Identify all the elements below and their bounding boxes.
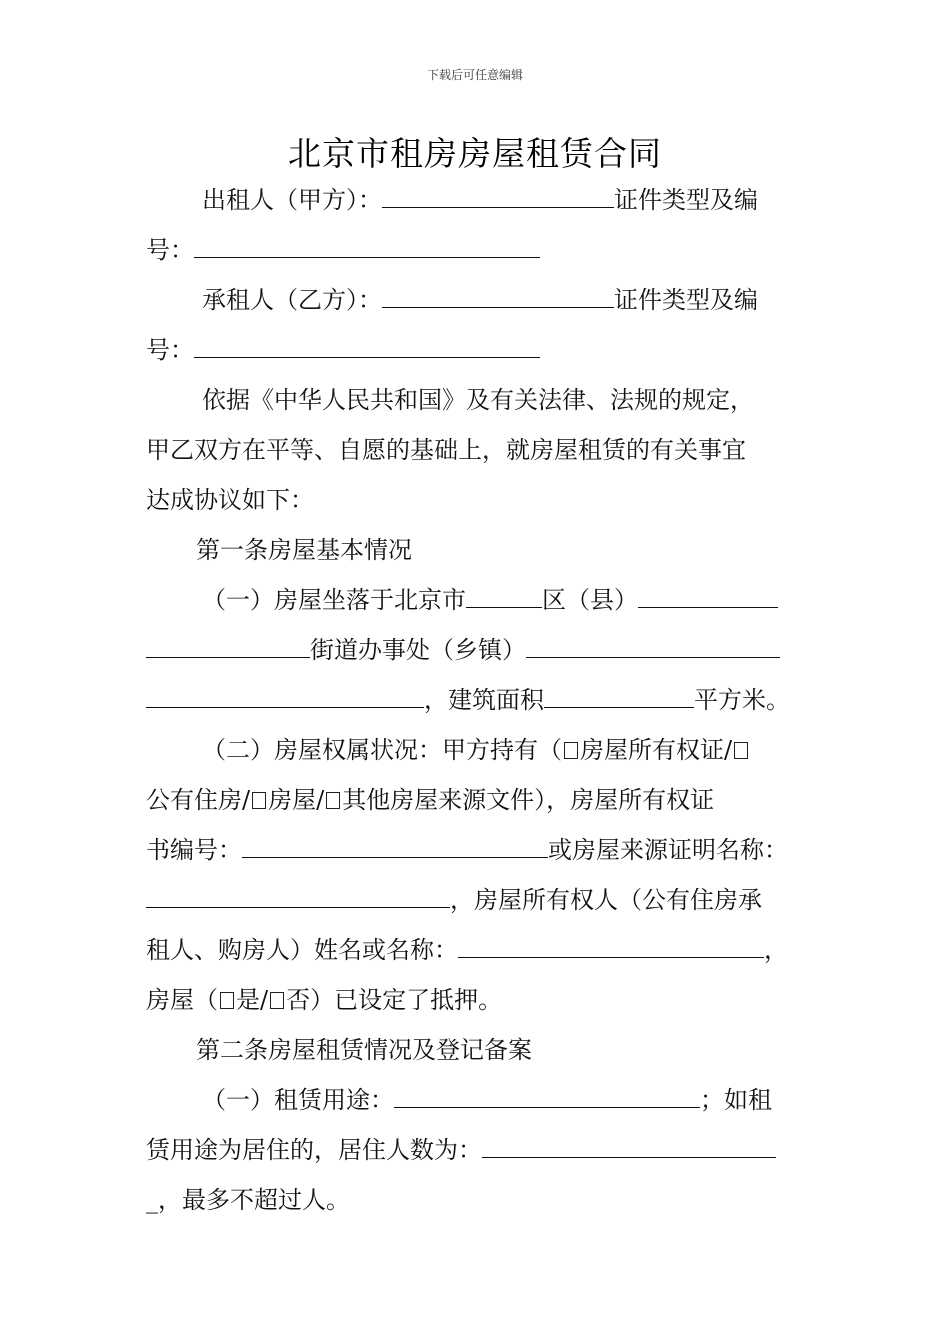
cert-no-blank[interactable]: [242, 835, 548, 858]
lessee-id-blank[interactable]: [194, 335, 540, 358]
article-2-item-1-line-1: [202, 1084, 772, 1116]
preamble-line-3: 达成协议如下：: [146, 486, 314, 514]
cert-no-label: 书编号：: [146, 836, 242, 864]
source-name-label: 或房屋来源证明名称：: [548, 836, 788, 864]
district-label: 区（县）: [542, 586, 638, 614]
owner-name-label: 租人、购房人）姓名或名称：: [146, 936, 458, 964]
ownership-cert-label: 房屋所有权证/: [580, 736, 733, 764]
preamble-line-1: 依据《中华人民共和国》及有关法律、法规的规定，: [202, 386, 754, 414]
checkbox-mortgage-no[interactable]: [270, 992, 284, 1009]
article-2-item-1-line-2: [146, 1134, 776, 1166]
owner-name-blank[interactable]: [458, 935, 764, 958]
checkbox-mortgage-yes[interactable]: [220, 992, 234, 1009]
lessee-label: 承租人（乙方）：: [202, 286, 382, 314]
article-1-item-2-line-2: [146, 784, 714, 816]
article-1-item-1-line-2: [146, 634, 780, 666]
public-housing-label: 公有住房/: [146, 786, 251, 814]
lessor-id-line: [146, 234, 540, 266]
id-type-label: 证件类型及编: [614, 186, 758, 214]
checkbox-ownership-cert[interactable]: [564, 742, 578, 759]
checkbox-other-docs[interactable]: [326, 792, 340, 809]
residents-blank[interactable]: [482, 1135, 776, 1158]
preamble-line-2: 甲乙双方在平等、自愿的基础上，就房屋租赁的有关事宜: [146, 436, 746, 464]
mortgage-yes-label: 是/: [236, 986, 269, 1014]
lessor-label: 出租人（甲方）：: [202, 186, 382, 214]
residents-label: 赁用途为居住的，居住人数为：: [146, 1136, 482, 1164]
id-type-label-2: 证件类型及编: [614, 286, 758, 314]
township-blank[interactable]: [526, 635, 780, 658]
house-label: 房屋/: [268, 786, 325, 814]
owner-label: ，房屋所有权人（公有住房承: [450, 886, 762, 914]
purpose-blank[interactable]: [394, 1085, 700, 1108]
lessor-line: [202, 184, 758, 216]
checkbox-public-housing[interactable]: [734, 742, 748, 759]
mortgage-no-label: 否）已设定了抵押。: [286, 986, 503, 1014]
area-label: ，建筑面积: [424, 686, 544, 714]
address-blank[interactable]: [146, 685, 424, 708]
lessor-name-blank[interactable]: [382, 185, 614, 208]
article-1-item-2-line-6: [146, 984, 502, 1016]
article-1-item-2-line-5: [146, 934, 788, 966]
article-1-item-2-line-3: [146, 834, 788, 866]
mortgage-prefix: 房屋（: [146, 986, 218, 1014]
residents-blank-end: _: [146, 1186, 158, 1214]
article-2-item-1-line-3: [146, 1184, 350, 1216]
county-blank[interactable]: [638, 585, 778, 608]
article-1-item-1-line-3: [146, 684, 790, 716]
article-1-heading: 第一条房屋基本情况: [196, 536, 412, 564]
purpose-label: （一）租赁用途：: [202, 1086, 394, 1114]
max-residents-text: ，最多不超过人。: [158, 1186, 350, 1214]
lessee-name-blank[interactable]: [382, 285, 614, 308]
lessee-line: [202, 284, 758, 316]
checkbox-house[interactable]: [252, 792, 266, 809]
area-blank[interactable]: [544, 685, 694, 708]
article-1-item-1-line-1: [202, 584, 778, 616]
lessor-id-blank[interactable]: [194, 235, 540, 258]
contract-title: 北京市租房房屋租赁合同: [288, 134, 662, 173]
article-1-item-2-line-1: [202, 734, 750, 766]
download-note: 下载后可任意编辑: [426, 68, 523, 82]
ownership-prefix: （二）房屋权属状况：甲方持有（: [202, 736, 562, 764]
id-label-cont-2: 号：: [146, 336, 194, 364]
purpose-suffix: ；如租: [700, 1086, 772, 1114]
area-unit: 平方米。: [694, 686, 790, 714]
street-office-label: 街道办事处（乡镇）: [310, 636, 526, 664]
district-blank[interactable]: [466, 585, 542, 608]
article-2-heading: 第二条房屋租赁情况及登记备案: [196, 1036, 532, 1064]
other-docs-label: 其他房屋来源文件），房屋所有权证: [342, 786, 715, 814]
location-prefix: （一）房屋坐落于北京市: [202, 586, 466, 614]
source-name-blank[interactable]: [146, 885, 450, 908]
id-label-cont: 号：: [146, 236, 194, 264]
article-1-item-2-line-4: [146, 884, 762, 916]
comma: ，: [764, 936, 788, 964]
street-blank[interactable]: [146, 635, 310, 658]
lessee-id-line: [146, 334, 540, 366]
